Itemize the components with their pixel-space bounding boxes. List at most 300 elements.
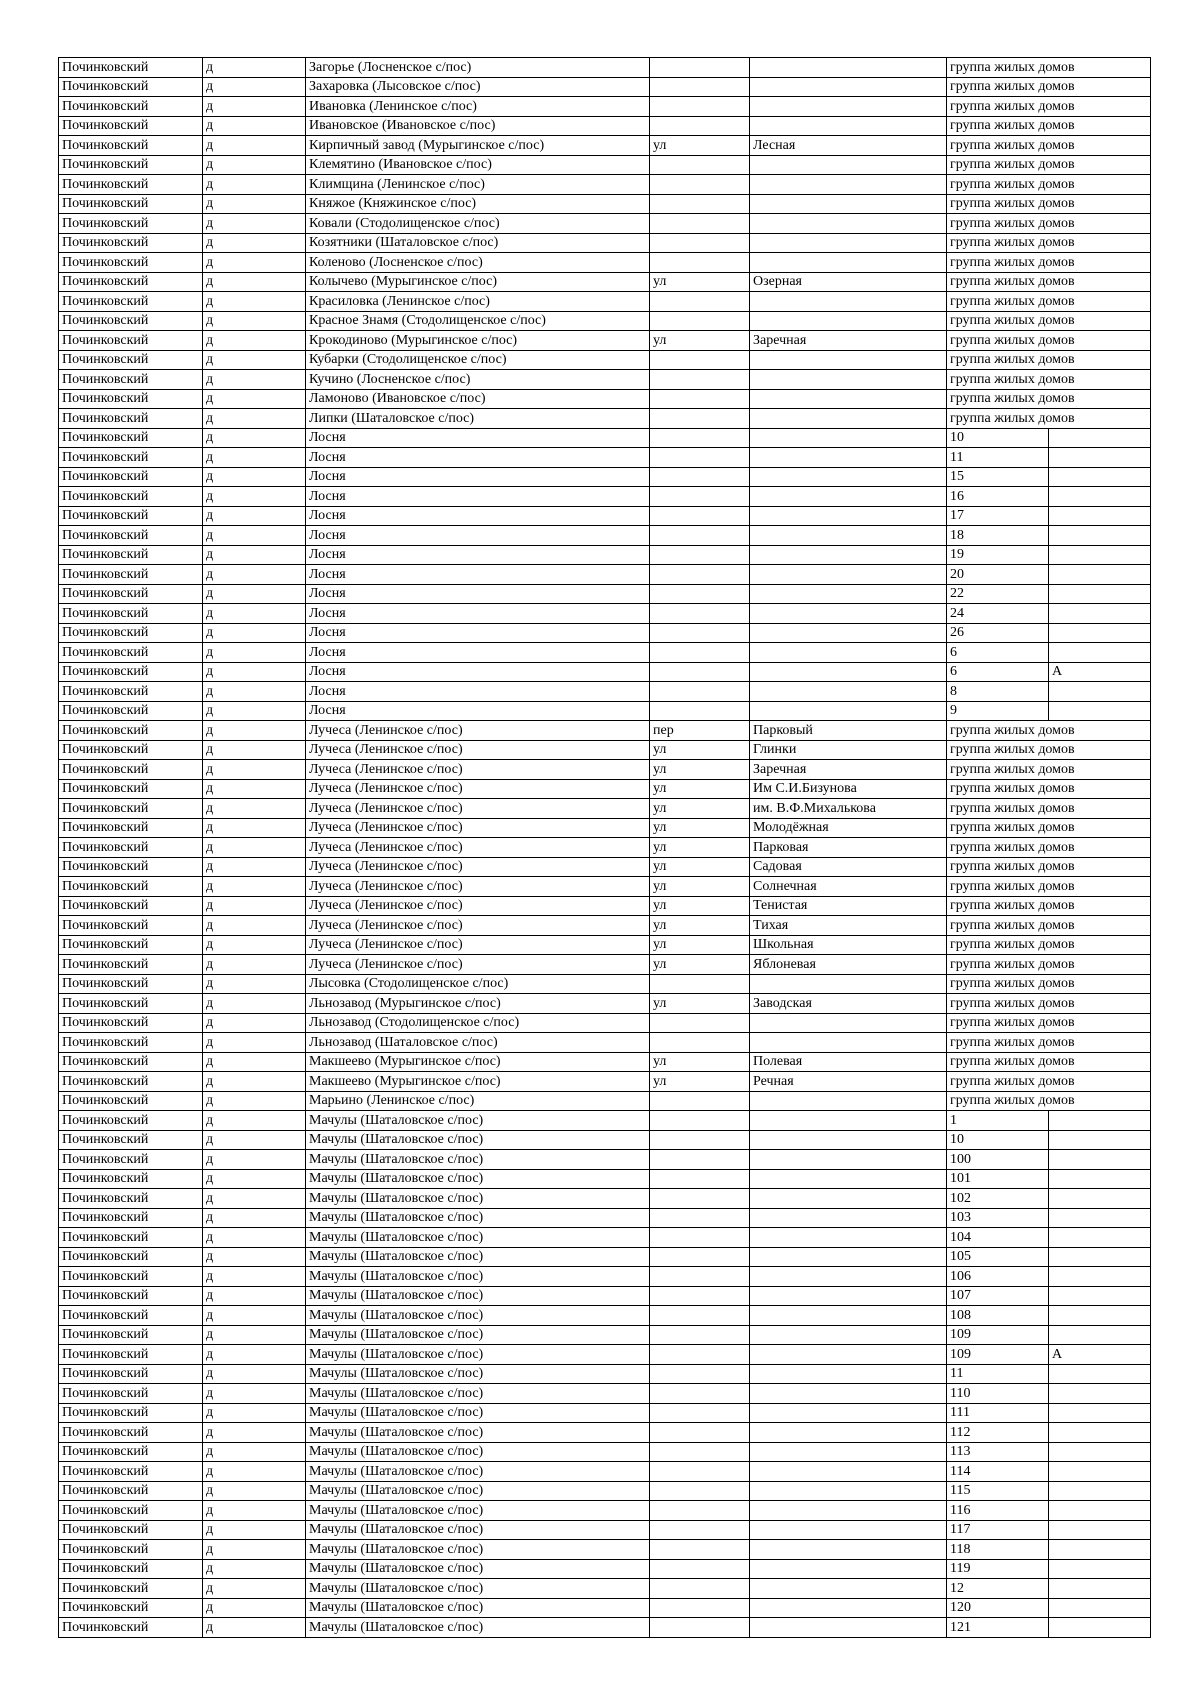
table-row xyxy=(59,175,1151,195)
district-cell: Починковский xyxy=(59,253,203,273)
settlement-type-cell: д xyxy=(203,877,306,897)
street-name-cell: Заречная xyxy=(750,331,947,351)
settlement-name-cell: Лосня xyxy=(306,467,650,487)
settlement-type-cell: д xyxy=(203,916,306,936)
building-cell xyxy=(1049,1462,1151,1482)
settlement-name-cell: Красиловка (Ленинское с/пос) xyxy=(306,292,650,312)
district-cell: Починковский xyxy=(59,194,203,214)
street-name-cell: Озерная xyxy=(750,272,947,292)
settlement-type-cell: д xyxy=(203,994,306,1014)
house-cell: группа жилых домов xyxy=(947,77,1151,97)
settlement-type-cell: д xyxy=(203,116,306,136)
table-row xyxy=(59,1540,1151,1560)
house-cell: 103 xyxy=(947,1208,1049,1228)
building-cell xyxy=(1049,565,1151,585)
house-cell: группа жилых домов xyxy=(947,233,1151,253)
house-cell: 17 xyxy=(947,506,1049,526)
street-type-cell xyxy=(650,1579,750,1599)
street-name-cell xyxy=(750,428,947,448)
house-cell: группа жилых домов xyxy=(947,1091,1151,1111)
street-type-cell xyxy=(650,701,750,721)
street-name-cell xyxy=(750,1462,947,1482)
street-type-cell xyxy=(650,584,750,604)
district-cell: Починковский xyxy=(59,448,203,468)
street-name-cell xyxy=(750,1189,947,1209)
street-name-cell xyxy=(750,1208,947,1228)
street-name-cell xyxy=(750,116,947,136)
settlement-type-cell: д xyxy=(203,604,306,624)
district-cell: Починковский xyxy=(59,994,203,1014)
district-cell: Починковский xyxy=(59,740,203,760)
district-cell: Починковский xyxy=(59,116,203,136)
table-body xyxy=(59,58,1151,1638)
settlement-type-cell: д xyxy=(203,253,306,273)
district-cell: Починковский xyxy=(59,623,203,643)
table-row xyxy=(59,604,1151,624)
house-cell: 9 xyxy=(947,701,1049,721)
table-row xyxy=(59,1228,1151,1248)
house-cell: группа жилых домов xyxy=(947,116,1151,136)
table-row xyxy=(59,467,1151,487)
settlement-name-cell: Льнозавод (Мурыгинское с/пос) xyxy=(306,994,650,1014)
settlement-type-cell: д xyxy=(203,623,306,643)
settlement-type-cell: д xyxy=(203,818,306,838)
house-cell: группа жилых домов xyxy=(947,799,1151,819)
settlement-type-cell: д xyxy=(203,487,306,507)
street-type-cell xyxy=(650,1501,750,1521)
house-cell: группа жилых домов xyxy=(947,857,1151,877)
street-name-cell xyxy=(750,1130,947,1150)
settlement-type-cell: д xyxy=(203,584,306,604)
house-cell: группа жилых домов xyxy=(947,350,1151,370)
street-type-cell: ул xyxy=(650,916,750,936)
street-type-cell xyxy=(650,1345,750,1365)
street-type-cell xyxy=(650,1403,750,1423)
street-type-cell xyxy=(650,1247,750,1267)
street-type-cell: пер xyxy=(650,721,750,741)
table-row xyxy=(59,253,1151,273)
settlement-name-cell: Мачулы (Шаталовское с/пос) xyxy=(306,1462,650,1482)
street-name-cell: Глинки xyxy=(750,740,947,760)
street-type-cell xyxy=(650,97,750,117)
district-cell: Починковский xyxy=(59,799,203,819)
district-cell: Починковский xyxy=(59,58,203,78)
district-cell: Починковский xyxy=(59,136,203,156)
house-cell: 24 xyxy=(947,604,1049,624)
settlement-type-cell: д xyxy=(203,77,306,97)
settlement-name-cell: Колычево (Мурыгинское с/пос) xyxy=(306,272,650,292)
settlement-type-cell: д xyxy=(203,1013,306,1033)
settlement-type-cell: д xyxy=(203,760,306,780)
building-cell xyxy=(1049,1325,1151,1345)
settlement-type-cell: д xyxy=(203,799,306,819)
street-type-cell xyxy=(650,1228,750,1248)
building-cell xyxy=(1049,1228,1151,1248)
district-cell: Починковский xyxy=(59,311,203,331)
street-name-cell xyxy=(750,1442,947,1462)
table-row xyxy=(59,194,1151,214)
district-cell: Починковский xyxy=(59,1072,203,1092)
street-type-cell xyxy=(650,565,750,585)
house-cell: 109 xyxy=(947,1325,1049,1345)
table-row xyxy=(59,994,1151,1014)
building-cell xyxy=(1049,1598,1151,1618)
house-cell: группа жилых домов xyxy=(947,760,1151,780)
street-type-cell xyxy=(650,292,750,312)
settlement-name-cell: Княжое (Княжинское с/пос) xyxy=(306,194,650,214)
street-name-cell: Молодёжная xyxy=(750,818,947,838)
street-name-cell: Яблоневая xyxy=(750,955,947,975)
house-cell: 105 xyxy=(947,1247,1049,1267)
street-type-cell xyxy=(650,467,750,487)
street-name-cell xyxy=(750,1169,947,1189)
street-name-cell xyxy=(750,350,947,370)
street-type-cell xyxy=(650,487,750,507)
house-cell: группа жилых домов xyxy=(947,97,1151,117)
settlement-name-cell: Лучеса (Ленинское с/пос) xyxy=(306,955,650,975)
table-row xyxy=(59,1033,1151,1053)
street-type-cell xyxy=(650,545,750,565)
district-cell: Починковский xyxy=(59,97,203,117)
table-row xyxy=(59,1520,1151,1540)
settlement-name-cell: Красное Знамя (Стодолищенское с/пос) xyxy=(306,311,650,331)
table-row xyxy=(59,662,1151,682)
street-name-cell xyxy=(750,233,947,253)
table-row xyxy=(59,370,1151,390)
building-cell xyxy=(1049,1208,1151,1228)
street-type-cell xyxy=(650,409,750,429)
house-cell: 104 xyxy=(947,1228,1049,1248)
building-cell xyxy=(1049,526,1151,546)
street-name-cell xyxy=(750,1559,947,1579)
district-cell: Починковский xyxy=(59,292,203,312)
district-cell: Починковский xyxy=(59,1442,203,1462)
settlement-name-cell: Мачулы (Шаталовское с/пос) xyxy=(306,1403,650,1423)
district-cell: Починковский xyxy=(59,838,203,858)
table-row xyxy=(59,740,1151,760)
table-row xyxy=(59,857,1151,877)
street-type-cell xyxy=(650,1423,750,1443)
house-cell: 102 xyxy=(947,1189,1049,1209)
settlement-type-cell: д xyxy=(203,1189,306,1209)
table-row xyxy=(59,1325,1151,1345)
district-cell: Починковский xyxy=(59,1286,203,1306)
building-cell xyxy=(1049,1442,1151,1462)
street-type-cell xyxy=(650,643,750,663)
table-row xyxy=(59,974,1151,994)
street-name-cell: Парковый xyxy=(750,721,947,741)
district-cell: Починковский xyxy=(59,214,203,234)
district-cell: Починковский xyxy=(59,955,203,975)
house-cell: 6 xyxy=(947,662,1049,682)
street-name-cell xyxy=(750,1618,947,1638)
settlement-type-cell: д xyxy=(203,311,306,331)
settlement-name-cell: Лучеса (Ленинское с/пос) xyxy=(306,857,650,877)
settlement-type-cell: д xyxy=(203,955,306,975)
settlement-name-cell: Мачулы (Шаталовское с/пос) xyxy=(306,1286,650,1306)
street-type-cell xyxy=(650,155,750,175)
building-cell xyxy=(1049,1501,1151,1521)
street-name-cell: Заречная xyxy=(750,760,947,780)
house-cell: группа жилых домов xyxy=(947,292,1151,312)
settlement-type-cell: д xyxy=(203,331,306,351)
district-cell: Починковский xyxy=(59,818,203,838)
district-cell: Починковский xyxy=(59,604,203,624)
building-cell xyxy=(1049,1579,1151,1599)
settlement-type-cell: д xyxy=(203,136,306,156)
house-cell: группа жилых домов xyxy=(947,389,1151,409)
table-row xyxy=(59,1501,1151,1521)
house-cell: группа жилых домов xyxy=(947,818,1151,838)
street-name-cell: Полевая xyxy=(750,1052,947,1072)
district-cell: Починковский xyxy=(59,545,203,565)
settlement-name-cell: Лосня xyxy=(306,682,650,702)
table-row xyxy=(59,116,1151,136)
settlement-type-cell: д xyxy=(203,1618,306,1638)
street-name-cell xyxy=(750,584,947,604)
house-cell: 117 xyxy=(947,1520,1049,1540)
table-row xyxy=(59,1306,1151,1326)
house-cell: группа жилых домов xyxy=(947,311,1151,331)
building-cell xyxy=(1049,1130,1151,1150)
street-type-cell xyxy=(650,1325,750,1345)
settlement-name-cell: Льнозавод (Стодолищенское с/пос) xyxy=(306,1013,650,1033)
house-cell: 20 xyxy=(947,565,1049,585)
street-name-cell xyxy=(750,974,947,994)
settlement-name-cell: Лосня xyxy=(306,545,650,565)
street-type-cell: ул xyxy=(650,136,750,156)
settlement-type-cell: д xyxy=(203,779,306,799)
table-row xyxy=(59,1559,1151,1579)
settlement-type-cell: д xyxy=(203,389,306,409)
street-type-cell: ул xyxy=(650,799,750,819)
street-type-cell xyxy=(650,623,750,643)
house-cell: 100 xyxy=(947,1150,1049,1170)
street-type-cell xyxy=(650,1520,750,1540)
table-row xyxy=(59,877,1151,897)
table-row xyxy=(59,97,1151,117)
street-type-cell xyxy=(650,1169,750,1189)
street-name-cell xyxy=(750,155,947,175)
house-cell: группа жилых домов xyxy=(947,994,1151,1014)
district-cell: Починковский xyxy=(59,1013,203,1033)
street-type-cell: ул xyxy=(650,760,750,780)
street-type-cell: ул xyxy=(650,955,750,975)
settlement-name-cell: Мачулы (Шаталовское с/пос) xyxy=(306,1520,650,1540)
settlement-type-cell: д xyxy=(203,1442,306,1462)
settlement-name-cell: Лосня xyxy=(306,643,650,663)
street-type-cell xyxy=(650,1559,750,1579)
house-cell: группа жилых домов xyxy=(947,838,1151,858)
street-name-cell xyxy=(750,1540,947,1560)
house-cell: группа жилых домов xyxy=(947,896,1151,916)
street-name-cell: Парковая xyxy=(750,838,947,858)
settlement-name-cell: Марьино (Ленинское с/пос) xyxy=(306,1091,650,1111)
settlement-type-cell: д xyxy=(203,97,306,117)
street-name-cell xyxy=(750,1403,947,1423)
street-name-cell xyxy=(750,1033,947,1053)
street-type-cell xyxy=(650,253,750,273)
street-type-cell xyxy=(650,1130,750,1150)
district-cell: Починковский xyxy=(59,389,203,409)
street-name-cell xyxy=(750,662,947,682)
street-name-cell xyxy=(750,1579,947,1599)
settlement-type-cell: д xyxy=(203,272,306,292)
house-cell: группа жилых домов xyxy=(947,974,1151,994)
building-cell xyxy=(1049,506,1151,526)
table-row xyxy=(59,1442,1151,1462)
settlement-type-cell: д xyxy=(203,857,306,877)
settlement-type-cell: д xyxy=(203,935,306,955)
street-type-cell xyxy=(650,1306,750,1326)
settlement-type-cell: д xyxy=(203,467,306,487)
table-row xyxy=(59,311,1151,331)
street-type-cell xyxy=(650,116,750,136)
street-name-cell xyxy=(750,487,947,507)
settlement-name-cell: Кучино (Лосненское с/пос) xyxy=(306,370,650,390)
street-type-cell: ул xyxy=(650,1072,750,1092)
street-type-cell xyxy=(650,175,750,195)
district-cell: Починковский xyxy=(59,779,203,799)
house-cell: 114 xyxy=(947,1462,1049,1482)
district-cell: Починковский xyxy=(59,506,203,526)
street-type-cell xyxy=(650,662,750,682)
settlement-name-cell: Мачулы (Шаталовское с/пос) xyxy=(306,1384,650,1404)
table-row xyxy=(59,682,1151,702)
district-cell: Починковский xyxy=(59,1306,203,1326)
settlement-name-cell: Мачулы (Шаталовское с/пос) xyxy=(306,1150,650,1170)
settlement-type-cell: д xyxy=(203,565,306,585)
table-row xyxy=(59,1267,1151,1287)
settlement-type-cell: д xyxy=(203,233,306,253)
table-row xyxy=(59,1013,1151,1033)
settlement-name-cell: Лосня xyxy=(306,487,650,507)
settlement-name-cell: Мачулы (Шаталовское с/пос) xyxy=(306,1618,650,1638)
street-type-cell xyxy=(650,58,750,78)
street-type-cell xyxy=(650,77,750,97)
building-cell xyxy=(1049,1306,1151,1326)
settlement-type-cell: д xyxy=(203,896,306,916)
street-name-cell xyxy=(750,1501,947,1521)
table-row xyxy=(59,506,1151,526)
street-name-cell: Садовая xyxy=(750,857,947,877)
house-cell: 113 xyxy=(947,1442,1049,1462)
street-type-cell xyxy=(650,1091,750,1111)
house-cell: группа жилых домов xyxy=(947,1033,1151,1053)
table-row xyxy=(59,1364,1151,1384)
street-name-cell xyxy=(750,448,947,468)
settlement-name-cell: Кубарки (Стодолищенское с/пос) xyxy=(306,350,650,370)
building-cell xyxy=(1049,1189,1151,1209)
street-name-cell: им. В.Ф.Михалькова xyxy=(750,799,947,819)
settlement-name-cell: Макшеево (Мурыгинское с/пос) xyxy=(306,1052,650,1072)
street-name-cell xyxy=(750,506,947,526)
settlement-name-cell: Мачулы (Шаталовское с/пос) xyxy=(306,1423,650,1443)
building-cell xyxy=(1049,1540,1151,1560)
street-name-cell xyxy=(750,643,947,663)
settlement-name-cell: Мачулы (Шаталовское с/пос) xyxy=(306,1364,650,1384)
district-cell: Починковский xyxy=(59,1579,203,1599)
table-row xyxy=(59,136,1151,156)
house-cell: 101 xyxy=(947,1169,1049,1189)
street-type-cell xyxy=(650,233,750,253)
settlement-name-cell: Лосня xyxy=(306,428,650,448)
settlement-name-cell: Лосня xyxy=(306,506,650,526)
settlement-name-cell: Лосня xyxy=(306,604,650,624)
district-cell: Починковский xyxy=(59,896,203,916)
settlement-name-cell: Загорье (Лосненское с/пос) xyxy=(306,58,650,78)
table-row xyxy=(59,760,1151,780)
settlement-type-cell: д xyxy=(203,1540,306,1560)
house-cell: 116 xyxy=(947,1501,1049,1521)
settlement-type-cell: д xyxy=(203,1579,306,1599)
district-cell: Починковский xyxy=(59,1462,203,1482)
street-type-cell xyxy=(650,370,750,390)
settlement-type-cell: д xyxy=(203,448,306,468)
settlement-type-cell: д xyxy=(203,1267,306,1287)
street-type-cell xyxy=(650,1208,750,1228)
table-row xyxy=(59,1052,1151,1072)
street-type-cell xyxy=(650,1013,750,1033)
settlement-name-cell: Макшеево (Мурыгинское с/пос) xyxy=(306,1072,650,1092)
settlement-type-cell: д xyxy=(203,1111,306,1131)
house-cell: 8 xyxy=(947,682,1049,702)
settlement-type-cell: д xyxy=(203,194,306,214)
settlement-type-cell: д xyxy=(203,506,306,526)
house-cell: группа жилых домов xyxy=(947,916,1151,936)
street-name-cell: Речная xyxy=(750,1072,947,1092)
table-row xyxy=(59,428,1151,448)
street-name-cell xyxy=(750,526,947,546)
district-cell: Починковский xyxy=(59,1130,203,1150)
district-cell: Починковский xyxy=(59,1150,203,1170)
house-cell: группа жилых домов xyxy=(947,194,1151,214)
house-cell: группа жилых домов xyxy=(947,58,1151,78)
building-cell xyxy=(1049,1520,1151,1540)
table-row xyxy=(59,214,1151,234)
house-cell: группа жилых домов xyxy=(947,955,1151,975)
table-row xyxy=(59,1111,1151,1131)
district-cell: Починковский xyxy=(59,428,203,448)
building-cell xyxy=(1049,1150,1151,1170)
settlement-name-cell: Захаровка (Лысовское с/пос) xyxy=(306,77,650,97)
district-cell: Починковский xyxy=(59,1403,203,1423)
house-cell: группа жилых домов xyxy=(947,1052,1151,1072)
street-type-cell xyxy=(650,311,750,331)
district-cell: Починковский xyxy=(59,877,203,897)
district-cell: Починковский xyxy=(59,350,203,370)
street-name-cell xyxy=(750,370,947,390)
settlement-name-cell: Липки (Шаталовское с/пос) xyxy=(306,409,650,429)
street-type-cell xyxy=(650,604,750,624)
district-cell: Починковский xyxy=(59,409,203,429)
building-cell xyxy=(1049,643,1151,663)
house-cell: 107 xyxy=(947,1286,1049,1306)
building-cell xyxy=(1049,623,1151,643)
settlement-type-cell: д xyxy=(203,1247,306,1267)
building-cell xyxy=(1049,1559,1151,1579)
table-row xyxy=(59,1247,1151,1267)
street-type-cell: ул xyxy=(650,896,750,916)
settlement-type-cell: д xyxy=(203,175,306,195)
street-name-cell xyxy=(750,1423,947,1443)
street-name-cell xyxy=(750,58,947,78)
settlement-type-cell: д xyxy=(203,1481,306,1501)
street-name-cell: Им С.И.Бизунова xyxy=(750,779,947,799)
table-row xyxy=(59,1150,1151,1170)
building-cell xyxy=(1049,1111,1151,1131)
settlement-type-cell: д xyxy=(203,740,306,760)
